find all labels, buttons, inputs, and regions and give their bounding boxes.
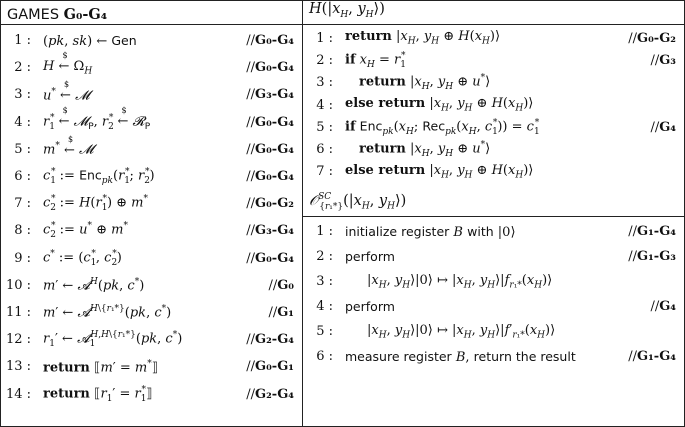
game-line-13: 13 : return ⟦m′ = m*⟧ //G₀-G₁: [5, 358, 294, 375]
osc-line-1: 1 : initialize register B with |0⟩ //G₁-G₄: [316, 223, 676, 240]
games-title: [1, 1, 302, 24]
oracles-panel: [303, 1, 684, 369]
games-lines: [1, 25, 302, 408]
osc-line-5: 5 : $|x_H$, $y_H⟩|0⟩$ ↦ $|x_H$, $y_H⟩|f'_{r_1*}(x_H)⟩$: [316, 322, 556, 341]
osc-line-3: 3 : $|x_H$, $y_H⟩|0⟩$ ↦ $|x_H$, $y_H⟩|f_{r_1*}(x_H)⟩$: [316, 272, 553, 291]
osc-line-6: 6 : measure register B, return the result //G₁-G₄: [316, 348, 676, 365]
osc-line-4: 4 : perform //G₄: [316, 298, 676, 315]
hash-oracle-lines: [303, 25, 684, 183]
games-title-range: G₀-G₄: [63, 6, 108, 23]
osc-oracle-title: $𝒪^{SC}_{\{r_1*\}}(|x_H$, $y_H⟩$): [309, 192, 407, 213]
hash-line-5: 5 : if $Enc_{pk}(x_H$; $Rec_{pk}(x_H$, $c_1^*)) = c_1^*$ //G₄: [316, 117, 676, 137]
hash-oracle-title: $H(|x_H$, $y_H⟩$): [309, 1, 385, 20]
game-line-11: 11 : m′ ← 𝓐$^{H\backslash\{r_1*\}}$(pk, c*) //G₁: [5, 304, 294, 321]
game-line-3: 3 : u* ← $ 𝓜 //G₃-G₄: [14, 80, 294, 104]
hash-line-7: 7 : else return $|x_H$, $y_H$ ⊕ $H(x_H)⟩$: [316, 163, 534, 181]
osc-oracle-lines: [303, 217, 684, 369]
hash-line-1: 1 : return $|x_H$, $y_H$ ⊕ $H(x_H)⟩$ //G₀-G₂: [316, 29, 676, 47]
hash-line-2: 2 : if $x_H = r_1^*$ //G₃: [316, 50, 676, 70]
game-line-9: 9 : c* := ($c_1^*$, $c_2^*$) //G₀-G₄: [14, 248, 294, 268]
hash-line-3: 3 : return $|x_H$, $y_H$ ⊕ u*⟩: [316, 73, 491, 93]
osc-line-2: 2 : perform //G₁-G₃: [316, 248, 676, 265]
game-line-2: 2 : H ← $ $\Omega_H$ //G₀-G₄: [14, 50, 294, 77]
hash-line-4: 4 : else return $|x_H$, $y_H$ ⊕ $H(x_H)⟩$: [316, 96, 534, 114]
game-line-12: 12 : $r_1'$ ← 𝓐$_1^{H,H\backslash\{r_1*\}}$(pk, c*) //G₂-G₄: [5, 330, 294, 350]
hash-line-6: 6 : return $|x_H$, $y_H$ ⊕ u*⟩: [316, 140, 491, 160]
games-panel: [1, 1, 302, 408]
game-line-14: 14 : return $⟦r_1'$ = $r_1^*⟧$ //G₂-G₄: [5, 384, 294, 404]
game-line-7: 7 : $c_2^*$ := $H(r_1^*)$ ⊕ m* //G₀-G₂: [14, 194, 294, 214]
game-line-6: 6 : $c_1^*$ := $Enc_{pk}(r_1^*$; $r_2^*$) //G₀-G₄: [14, 167, 294, 186]
game-line-5: 5 : m* ← $ 𝓜 //G₀-G₄: [14, 134, 294, 158]
game-line-1: 1 : (pk, sk) ← Gen //G₀-G₄: [14, 32, 294, 49]
game-line-4: 4 : $r_1^*$ ← $ 𝓜$_P$, $r_2^*$ ← $ 𝓡$_P$ //G₀-G₄: [14, 106, 294, 132]
games-title-prefix: GAMES: [7, 7, 60, 23]
game-line-8: 8 : $c_2^*$ := u* ⊕ m* //G₃-G₄: [14, 221, 294, 241]
game-line-10: 10 : m′ ← 𝓐$^H$(pk, c*) //G₀: [5, 277, 294, 294]
